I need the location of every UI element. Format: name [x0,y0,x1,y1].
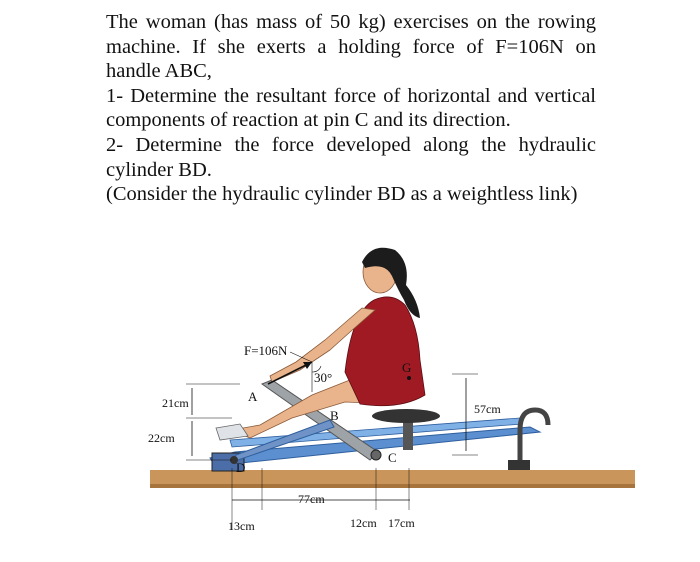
pin-c [371,450,381,460]
question-1: 1- Determine the resultant force of horizontal and vertical components of reaction at pin C and its direction. [106,84,596,132]
point-d-label: D [236,460,246,475]
point-c-label: C [388,450,397,465]
dim-57-label: 57cm [474,402,501,416]
center-of-mass-g [407,376,411,380]
woman-shoe [216,424,248,440]
point-b-label: B [330,408,339,423]
problem-intro: The woman (has mass of 50 kg) exercises on the rowing machine. If she exerts a holding force of F=106N on handle ABC, [106,11,596,83]
floor [150,470,635,486]
dim-12-label: 12cm [350,516,377,530]
point-a-label: A [248,389,258,404]
question-2: 2- Determine the force developed along the hydraulic cylinder BD. [106,133,596,181]
rear-foot [508,460,530,470]
dim-21-label: 21cm [162,396,189,410]
dim-22-label: 22cm [148,431,175,445]
rowing-machine-figure [0,225,700,557]
dim-13-label: 13cm [228,519,255,533]
force-label: F=106N [244,343,288,358]
point-g-label: G [402,360,412,375]
dim-77-label: 77cm [298,492,325,506]
seat [372,409,440,423]
floor-shade [150,484,635,488]
problem-note: (Consider the hydraulic cylinder BD as a weightless link) [106,183,578,206]
figure-svg [0,225,700,557]
angle-label: 30° [314,370,333,385]
seat-post [403,420,413,450]
dim-17-label: 17cm [388,516,415,530]
problem-statement [106,10,596,207]
